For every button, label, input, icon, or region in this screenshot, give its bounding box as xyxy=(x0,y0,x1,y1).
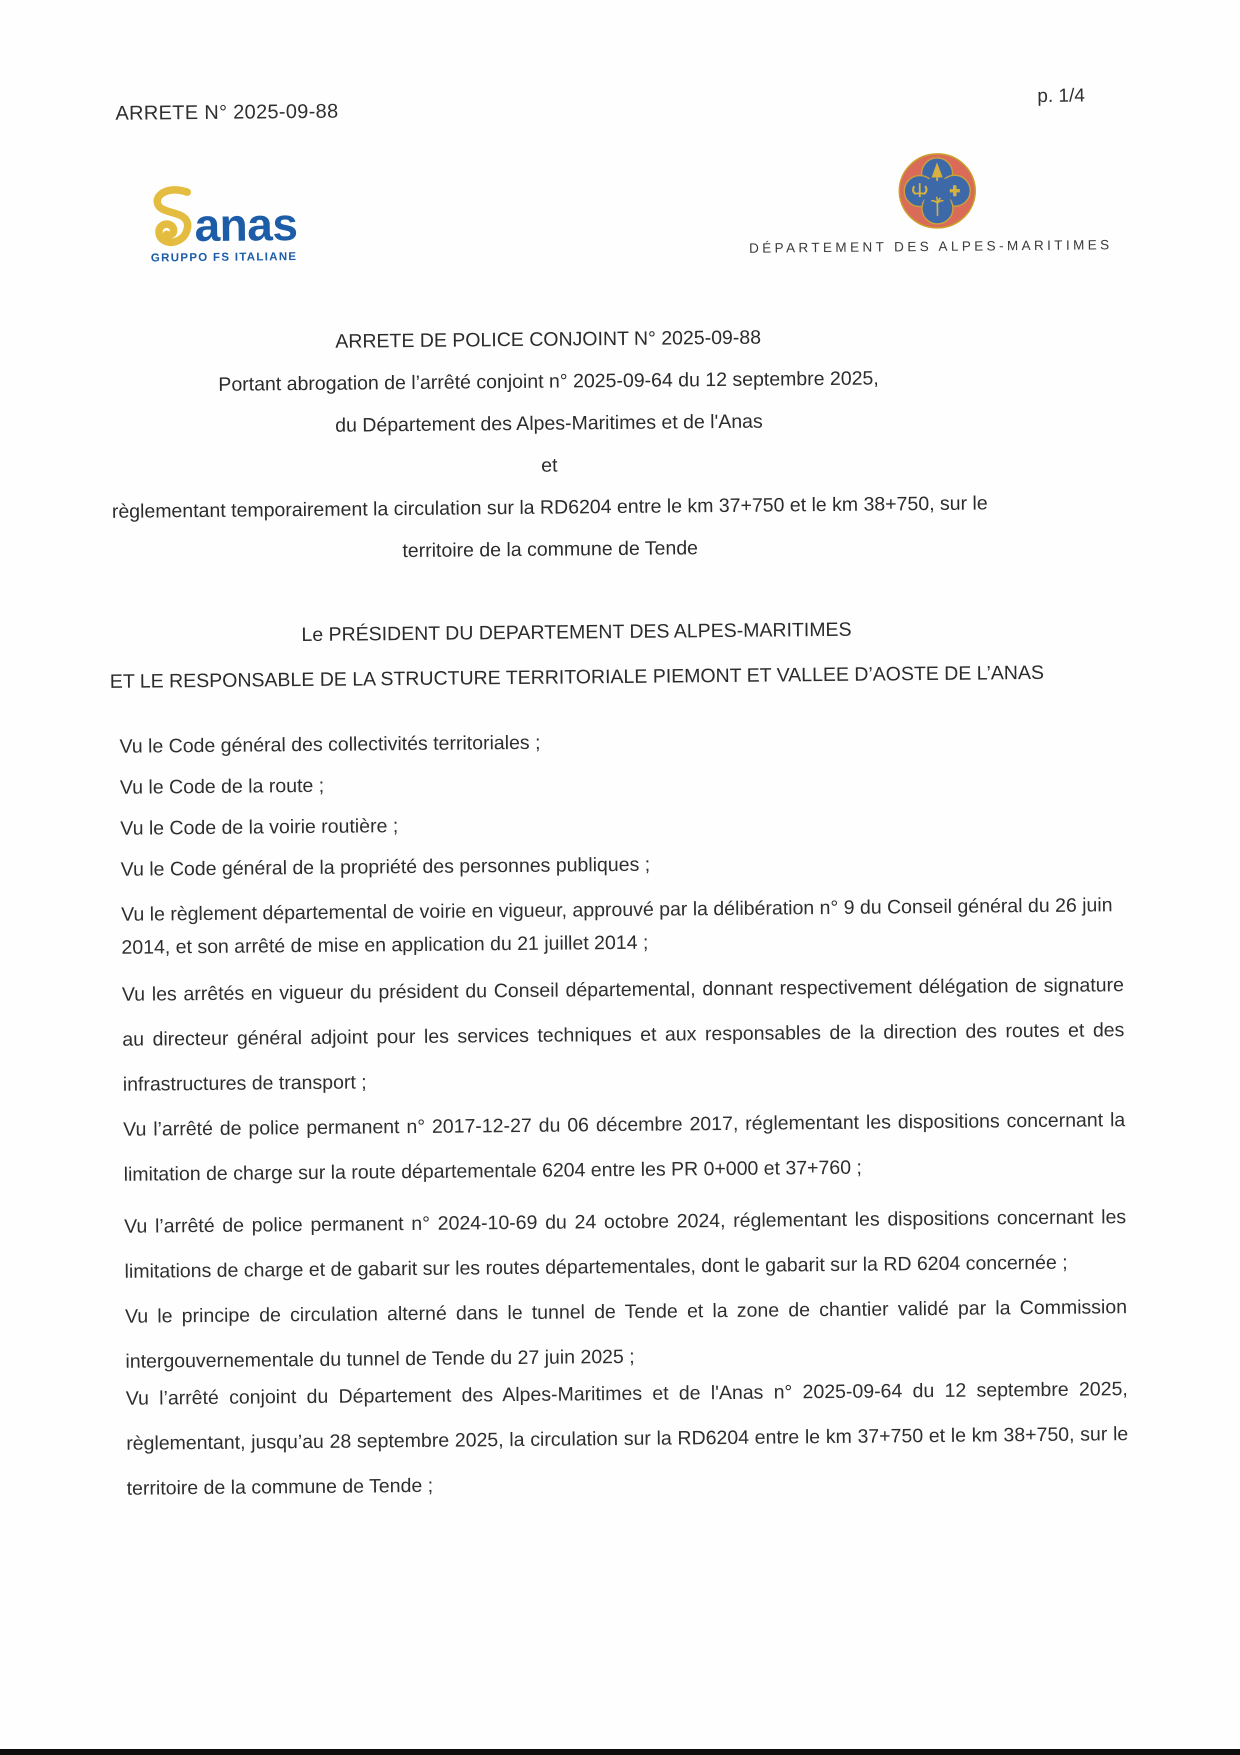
recital-paragraph: Vu le Code général des collectivités territoriales ; xyxy=(119,731,541,758)
page-number: p. 1/4 xyxy=(1037,85,1086,107)
scan-edge-artifact xyxy=(0,1749,1240,1755)
department-label: DÉPARTEMENT DES ALPES-MARITIMES xyxy=(749,237,1113,256)
recitals xyxy=(119,725,1128,1512)
authority-line: ET LE RESPONSABLE DE LA STRUCTURE TERRITORIALE PIEMONT ET VALLEE D’AOSTE DE L’ANAS xyxy=(109,661,1045,693)
recital-paragraph: Vu le Code de la route ; xyxy=(119,774,325,799)
title-line: ARRETE DE POLICE CONJOINT N° 2025-09-88 xyxy=(335,326,762,353)
title-block xyxy=(56,324,1043,585)
recital-paragraph: Vu le Code général de la propriété des personnes publiques ; xyxy=(120,853,651,881)
recital-paragraph: Vu le Code de la voirie routière ; xyxy=(120,815,399,840)
title-line: et xyxy=(541,454,558,477)
recital-paragraph: Vu le principe de circulation alterné dans le tunnel de Tende et la zone de chantier validé par la Commission intergouvernementale du tunnel de Tende du 27 juin 2025 ; xyxy=(124,1296,1128,1373)
authority-block xyxy=(76,617,1077,717)
title-line: règlementant temporairement la circulation sur la RD6204 entre le km 37+750 et le km 38+750, sur le xyxy=(111,492,988,523)
recital-paragraph: Vu les arrêtés en vigueur du président du Conseil départemental, donnant respectivement délégation de signature au directeur général adjoint pour les services techniques et aux responsables de la direction des routes et des infrastructures de transport ; xyxy=(121,974,1125,1096)
title-line: Portant abrogation de l’arrêté conjoint n° 2025-09-64 du 12 septembre 2025, xyxy=(218,367,879,396)
anas-wordmark: anas xyxy=(194,198,298,252)
recital-paragraph: Vu l’arrêté conjoint du Département des Alpes-Maritimes et de l'Anas n° 2025-09-64 du 12 septembre 2025, règlementant, jusqu’au 28 septembre 2025, la circulation sur la RD6204 entre le km 37+750 et le km 38+750, sur le territoire de la commune de Tende ; xyxy=(125,1378,1129,1500)
title-line: territoire de la commune de Tende xyxy=(402,537,699,563)
anas-subtitle: GRUPPO FS ITALIANE xyxy=(150,251,298,265)
recital-paragraph: Vu le règlement départemental de voirie en vigueur, approuvé par la délibération n° 9 du Conseil général du 26 juin 2014, et son arrêté de mise en application du 21 juillet 2014 ; xyxy=(121,894,1113,959)
department-crest-icon xyxy=(893,152,982,233)
recital-paragraph: Vu l’arrêté de police permanent n° 2024-10-69 du 24 octobre 2024, réglementant les dispositions concernant les limitations de charge et de gabarit sur les routes départementales, dont le gabarit sur la RD 6204 concernée ; xyxy=(124,1206,1127,1283)
recital-paragraph: Vu l’arrêté de police permanent n° 2017-12-27 du 06 décembre 2017, réglementant les dispositions concernant la limitation de charge sur la route départementale 6204 entre les PR 0+000 et 37+760 ; xyxy=(123,1109,1126,1186)
authority-line: Le PRÉSIDENT DU DEPARTEMENT DES ALPES-MARITIMES xyxy=(301,618,852,647)
title-line: du Département des Alpes-Maritimes et de l'Anas xyxy=(335,410,763,437)
anas-swirl-icon xyxy=(149,185,196,251)
doc-reference: ARRETE N° 2025-09-88 xyxy=(115,100,339,125)
